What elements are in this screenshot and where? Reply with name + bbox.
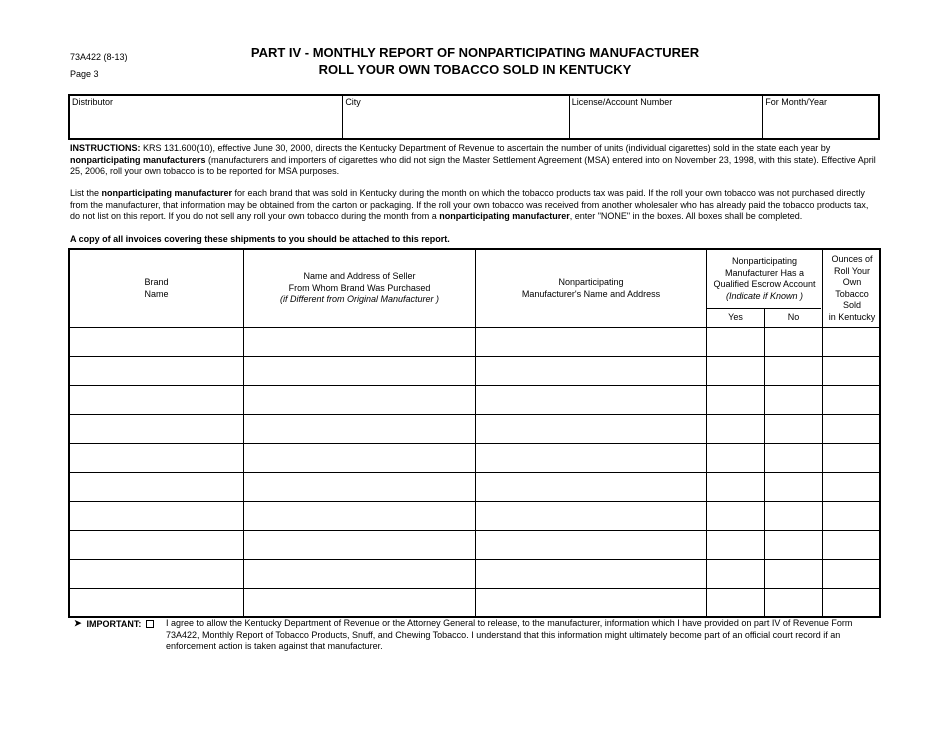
instructions-bold-2a: nonparticipating manufacturer [101,188,233,198]
license-label: License/Account Number [571,97,673,107]
agree-checkbox[interactable] [146,620,154,628]
report-table [68,248,881,618]
important-label-group [74,618,154,629]
instructions-bold-2b: nonparticipating manufacturer [439,211,570,221]
city-label: City [345,97,361,107]
form-title-line1: PART IV - MONTHLY REPORT OF NONPARTICIPATING MANUFACTURER [250,45,700,60]
no-header: No [787,312,800,323]
instructions-text-1b: (manufacturers and importers of cigarettes who did not sign the Master Settlement Agreement (MSA) entered into on November 23, 1998, with this state). Effective April 25, 2006, roll your own tobacco is to be reported for MSA purposes. [70,154,876,176]
instructions-text-2a: List the [70,188,102,198]
page-number: Page 3 [70,69,99,79]
invoices-note: A copy of all invoices covering these shipments to you should be attached to this report. [70,234,450,244]
table-row[interactable] [70,415,879,443]
instructions-paragraph-2 [70,188,880,223]
brand-name-header: Brand Name [144,277,169,299]
table-row[interactable] [70,531,879,559]
important-text: I agree to allow the Kentucky Department of Revenue or the Attorney General to release, to the manufacturer, information which I have provided on part IV of Revenue Form 73A422, Monthly Report of Tobacco Products, Snuff, and Chewing Tobacco. I understand that this information might ultimately become part of an official court record if an enforcement action is taken against that manufacturer. [166,618,853,651]
license-field[interactable] [570,96,764,138]
form-title-line2: ROLL YOUR OWN TOBACCO SOLD IN KENTUCKY [318,62,632,77]
table-row[interactable] [70,589,879,617]
header-fields [68,94,880,140]
instructions-bold-1: nonparticipating manufacturers [70,154,206,165]
important-label: IMPORTANT: [86,618,142,629]
table-row[interactable] [70,473,879,501]
table-row[interactable] [70,328,879,356]
arrow-icon: ➤ [74,618,82,628]
month-year-field[interactable] [763,96,878,138]
distributor-field[interactable] [70,96,343,138]
instructions-paragraph-1 [70,143,880,178]
table-row[interactable] [70,560,879,588]
instructions-text-1a: KRS 131.600(10), effective June 30, 2000, directs the Kentucky Department of Revenue to ascertain the number of units (individual cigarettes) sold in the state each year by [140,143,831,153]
seller-header: Name and Address of Seller From Whom Brand Was Purchased (if Different from Original Manufacturer ) [279,271,440,305]
city-field[interactable] [343,96,569,138]
instructions-text-2b: for each brand that was sold in Kentucky during the month on which the tobacco products tax was paid. If the roll your own tobacco was not purchased directly from the manufacturer, that information may be obtained from the carton or packaging. If the roll your own tobacco was received from another wholesaler who has already paid the tobacco products tax, do not list on this report. If you do not sell any roll your own tobacco during the month from a [70,188,869,221]
escrow-header: Nonparticipating Manufacturer Has a Qualified Escrow Account (Indicate if Known ) [713,256,816,301]
yes-header: Yes [728,312,743,323]
instructions-text-2c: , enter "NONE" in the boxes. All boxes shall be completed. [569,211,803,221]
month-year-label: For Month/Year [765,97,827,107]
distributor-label: Distributor [72,97,114,107]
table-row[interactable] [70,502,879,530]
ounces-header: Ounces of Roll Your Own Tobacco Sold in Kentucky [828,254,876,322]
form-number: 73A422 (8-13) [70,52,128,62]
table-row[interactable] [70,444,879,472]
table-row[interactable] [70,386,879,414]
table-row[interactable] [70,357,879,385]
instructions-label: INSTRUCTIONS: [70,143,141,153]
npm-header: Nonparticipating Manufacturer's Name and Address [521,277,661,299]
